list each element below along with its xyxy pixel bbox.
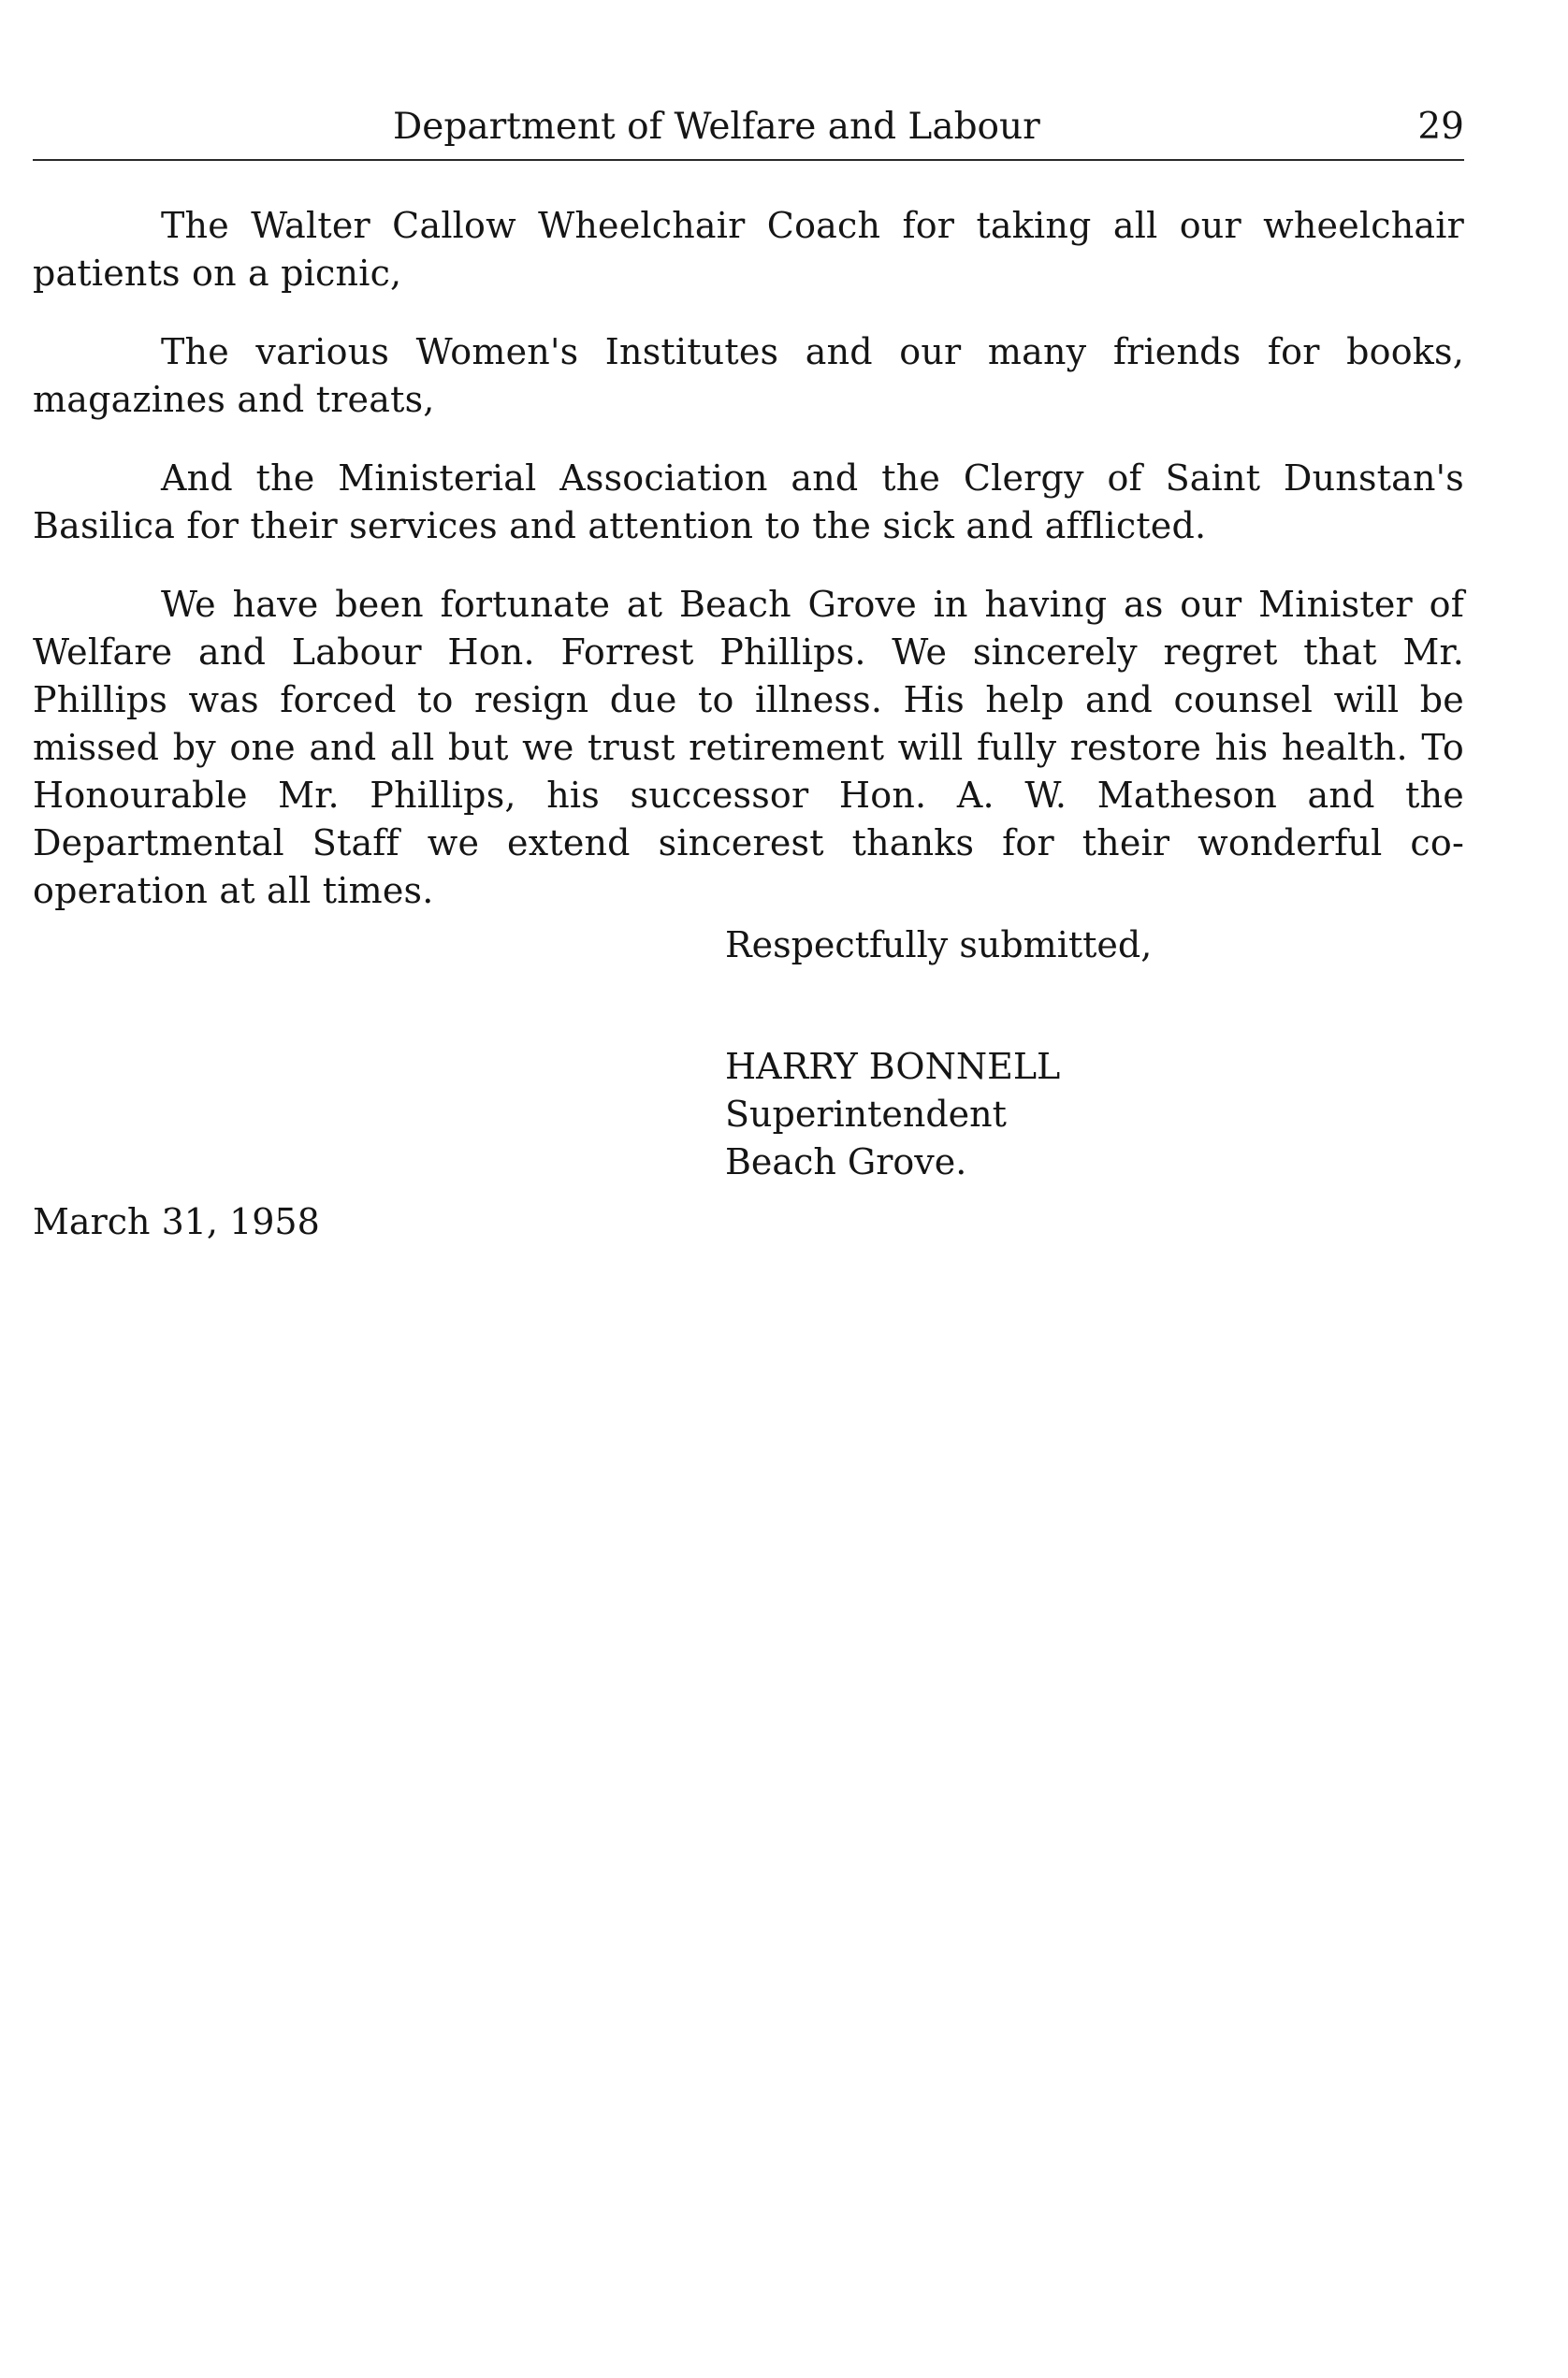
report-date: March 31, 1958 [33, 1201, 320, 1242]
signature-block [725, 1043, 1060, 1186]
paragraph-womens-institutes: The various Women's Institutes and our many friends for books, magazines and treats, [33, 331, 1464, 420]
closing-line: Respectfully submitted, [725, 924, 1153, 965]
page-number: 29 [1417, 106, 1464, 148]
signatory-place: Beach Grove. [725, 1141, 967, 1182]
signatory-title: Superintendent [725, 1094, 1007, 1135]
header-rule [33, 159, 1464, 161]
signatory-name: HARRY BONNELL [725, 1046, 1061, 1087]
running-title: Department of Welfare and Labour [393, 106, 1040, 148]
report-body [33, 202, 1464, 946]
paragraph-ministerial-association: And the Ministerial Association and the Clergy of Saint Dunstan's Basilica for their services and attention to the sick and afflicted. [33, 457, 1464, 546]
paragraph-minister-thanks: We have been fortunate at Beach Grove in having as our Minister of Welfare and Labour Hon. Forrest Phillips. We sincerely regret that Mr. Phillips was forced to resign due to illness. His help and counsel will be missed by one and all but we trust retirement will fully restore his health. To Honourable Mr. Phillips, his successor Hon. A. W. Matheson and the Departmental Staff we extend sincerest thanks for their wonderful co-operation at all times. [33, 584, 1464, 911]
running-header [33, 99, 1464, 155]
paragraph-wheelchair-coach: The Walter Callow Wheelchair Coach for taking all our wheelchair patients on a picnic, [33, 205, 1464, 294]
